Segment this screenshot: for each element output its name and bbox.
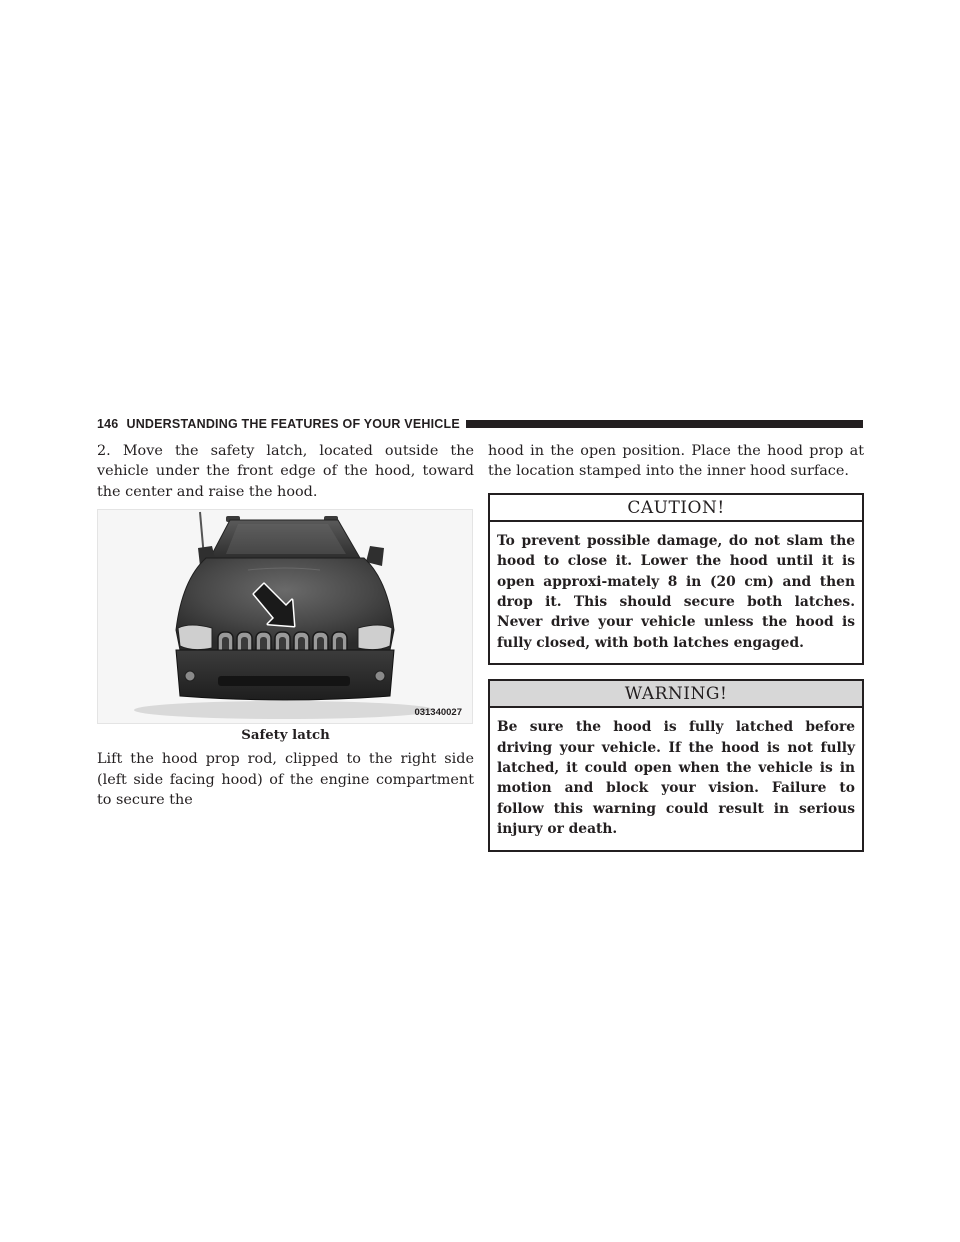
vehicle-front-illustration [98,510,473,724]
caution-box [488,493,864,665]
safety-latch-figure [97,509,473,724]
caution-text: To prevent possible damage, do not slam the hood to close it. Lower the hood until it is open approxi-mately 8 in (20 cm) and then drop it. This should secure both latches. Never drive your vehicle unless the hood is fully closed, with both latches engaged. [497,532,855,651]
figure-caption: Safety latch [241,728,330,744]
warning-text: Be sure the hood is fully latched before driving your vehicle. If the hood is not fully latched, it could open when the vehicle is in motion and block your vision. Failure to follow this warning could result in serious injury or death. [497,719,855,838]
figure-code: 031340027 [414,707,462,719]
continued-paragraph: hood in the open position. Place the hood prop at the location stamped into the inner hood surface. [488,443,864,480]
left-column [97,441,474,810]
section-title: UNDERSTANDING THE FEATURES OF YOUR VEHICLE [126,417,460,431]
step-2-paragraph: 2. Move the safety latch, located outside the vehicle under the front edge of the hood, toward the center and raise the hood. [97,443,474,500]
caution-title: CAUTION! [490,495,862,522]
warning-title: WARNING! [490,681,862,708]
warning-box [488,679,864,851]
right-column [488,441,864,852]
page-number: 146 [97,417,119,431]
hood-prop-paragraph: Lift the hood prop rod, clipped to the right side (left side facing hood) of the engine compartment to secure the [97,751,474,809]
page-header [97,417,863,431]
header-rule [466,420,863,428]
